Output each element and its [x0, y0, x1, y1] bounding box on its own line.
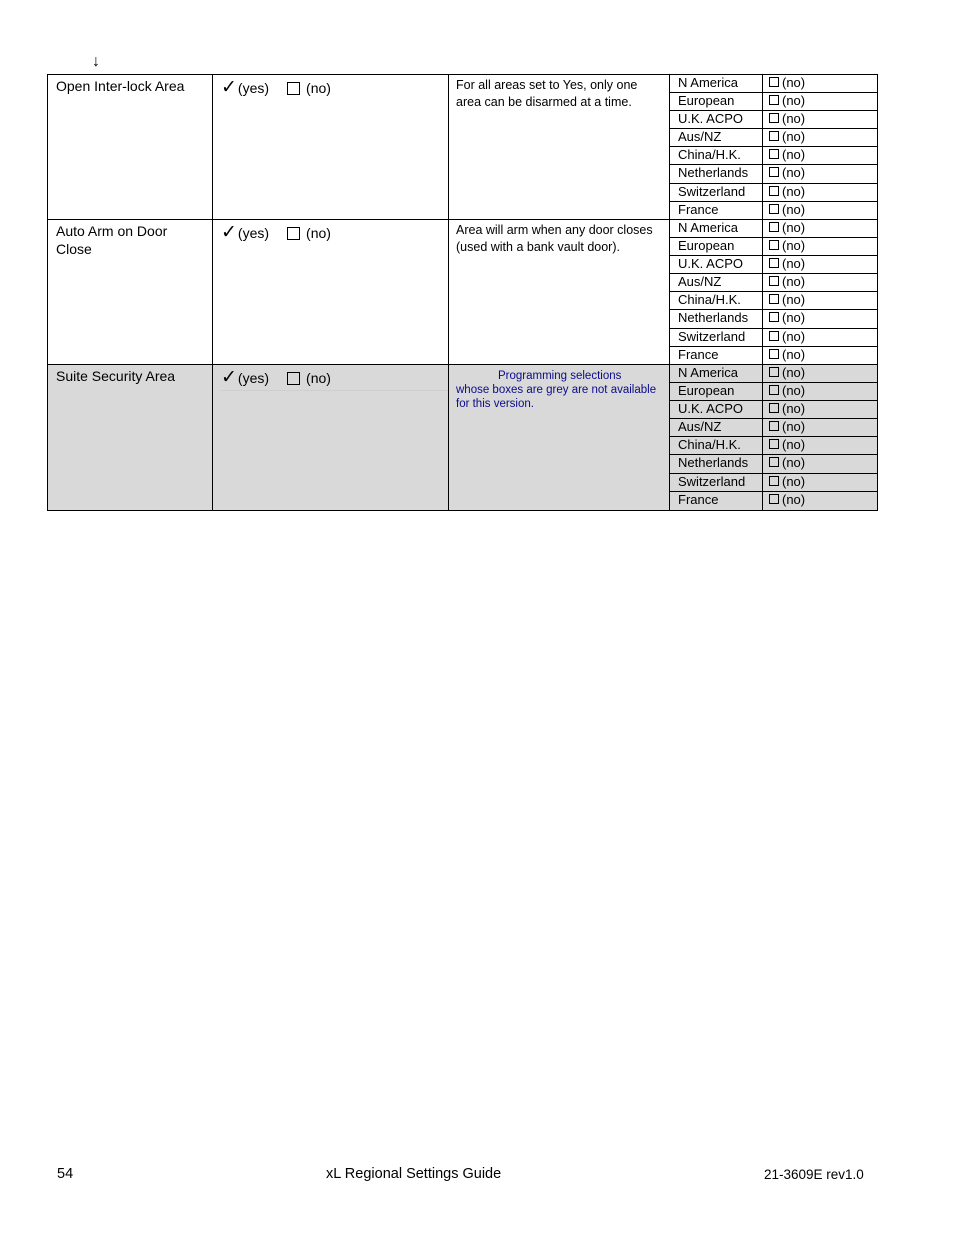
region-value[interactable]: (no)	[763, 111, 877, 128]
region-row	[670, 310, 877, 328]
checkbox-icon[interactable]	[769, 457, 779, 467]
region-row	[670, 292, 877, 310]
region-row	[670, 329, 877, 347]
region-name: France	[670, 202, 763, 220]
region-row	[670, 419, 877, 437]
region-row	[670, 401, 877, 419]
region-value[interactable]: (no)	[763, 238, 877, 255]
region-name: Switzerland	[670, 329, 763, 346]
checkbox-icon[interactable]	[769, 113, 779, 123]
region-row	[670, 147, 877, 165]
checkbox-icon[interactable]	[769, 167, 779, 177]
region-row	[670, 274, 877, 292]
checkbox-icon[interactable]	[769, 476, 779, 486]
no-label[interactable]: (no)	[306, 370, 331, 386]
region-value[interactable]: (no)	[763, 310, 877, 327]
no-checkbox[interactable]	[287, 372, 300, 385]
region-value[interactable]: (no)	[763, 184, 877, 201]
region-row	[670, 202, 877, 220]
checkbox-icon[interactable]	[769, 421, 779, 431]
region-row	[670, 455, 877, 473]
region-value[interactable]: (no)	[763, 202, 877, 220]
region-value[interactable]: (no)	[763, 492, 877, 510]
checkbox-icon[interactable]	[769, 149, 779, 159]
region-value[interactable]: (no)	[763, 365, 877, 382]
region-value[interactable]: (no)	[763, 75, 877, 92]
region-row	[670, 93, 877, 111]
region-name: N America	[670, 75, 763, 92]
document-id: 21-3609E rev1.0	[764, 1167, 864, 1182]
region-row	[670, 474, 877, 492]
region-table	[670, 365, 877, 510]
region-name: France	[670, 492, 763, 510]
setting-row-suite-security	[47, 364, 878, 511]
region-value[interactable]: (no)	[763, 401, 877, 418]
region-row	[670, 238, 877, 256]
region-row	[670, 347, 877, 365]
yes-label[interactable]: (yes)	[237, 225, 270, 241]
region-row	[670, 437, 877, 455]
region-value[interactable]: (no)	[763, 274, 877, 291]
checkbox-icon[interactable]	[769, 403, 779, 413]
divider	[220, 390, 448, 391]
region-name: U.K. ACPO	[670, 111, 763, 128]
region-name: France	[670, 347, 763, 365]
yes-label[interactable]: (yes)	[237, 370, 270, 386]
region-row	[670, 75, 877, 93]
checkbox-icon[interactable]	[769, 131, 779, 141]
region-name: N America	[670, 220, 763, 237]
region-value[interactable]: (no)	[763, 383, 877, 400]
region-name: Switzerland	[670, 184, 763, 201]
setting-row-auto-arm	[47, 219, 878, 365]
check-icon: ✓	[221, 77, 237, 98]
note-line-1: Programming selections	[498, 370, 622, 382]
region-value[interactable]: (no)	[763, 220, 877, 237]
check-icon: ✓	[221, 222, 237, 243]
region-name: China/H.K.	[670, 437, 763, 454]
setting-name: Open Inter-lock Area	[48, 75, 213, 219]
region-name: Netherlands	[670, 310, 763, 327]
no-label[interactable]: (no)	[306, 225, 331, 241]
region-row	[670, 165, 877, 183]
region-name: U.K. ACPO	[670, 401, 763, 418]
checkbox-icon[interactable]	[769, 385, 779, 395]
region-row	[670, 365, 877, 383]
region-name: Switzerland	[670, 474, 763, 491]
checkbox-icon[interactable]	[769, 204, 779, 214]
checkbox-icon[interactable]	[769, 439, 779, 449]
region-value[interactable]: (no)	[763, 129, 877, 146]
region-name: China/H.K.	[670, 292, 763, 309]
region-value[interactable]: (no)	[763, 329, 877, 346]
region-table	[670, 75, 877, 219]
no-checkbox[interactable]	[287, 227, 300, 240]
region-row	[670, 111, 877, 129]
region-row	[670, 184, 877, 202]
check-icon: ✓	[221, 367, 237, 388]
region-name: Netherlands	[670, 455, 763, 472]
checkbox-icon[interactable]	[769, 312, 779, 322]
yes-label[interactable]: (yes)	[237, 80, 270, 96]
region-name: U.K. ACPO	[670, 256, 763, 273]
region-name: Aus/NZ	[670, 274, 763, 291]
region-row	[670, 383, 877, 401]
note-line-2: whose boxes are grey are not available for this version.	[456, 384, 657, 410]
down-arrow-icon: ↓	[92, 53, 100, 70]
region-row	[670, 492, 877, 510]
region-value[interactable]: (no)	[763, 455, 877, 472]
region-value[interactable]: (no)	[763, 147, 877, 164]
region-value[interactable]: (no)	[763, 165, 877, 182]
checkbox-icon[interactable]	[769, 349, 779, 359]
checkbox-icon[interactable]	[769, 186, 779, 196]
region-row	[670, 256, 877, 274]
checkbox-icon[interactable]	[769, 494, 779, 504]
region-value[interactable]: (no)	[763, 437, 877, 454]
region-value[interactable]: (no)	[763, 93, 877, 110]
yes-no-options	[213, 365, 449, 510]
yes-no-options	[213, 220, 449, 364]
setting-name: Auto Arm on Door Close	[48, 220, 213, 364]
no-label[interactable]: (no)	[306, 80, 331, 96]
page-number: 54	[57, 1166, 74, 1182]
checkbox-icon[interactable]	[769, 331, 779, 341]
region-value[interactable]: (no)	[763, 419, 877, 436]
setting-description: Area will arm when any door closes (used with a bank vault door).	[449, 220, 670, 364]
checkbox-icon[interactable]	[769, 276, 779, 286]
region-table	[670, 220, 877, 364]
region-name: Aus/NZ	[670, 419, 763, 436]
grey-note	[449, 365, 670, 510]
region-name: European	[670, 383, 763, 400]
region-name: European	[670, 93, 763, 110]
region-name: European	[670, 238, 763, 255]
checkbox-icon[interactable]	[769, 222, 779, 232]
region-name: N America	[670, 365, 763, 382]
region-value[interactable]: (no)	[763, 292, 877, 309]
checkbox-icon[interactable]	[769, 258, 779, 268]
setting-name: Suite Security Area	[48, 365, 213, 510]
checkbox-icon[interactable]	[769, 367, 779, 377]
document-title: xL Regional Settings Guide	[326, 1166, 502, 1182]
region-value[interactable]: (no)	[763, 474, 877, 491]
checkbox-icon[interactable]	[769, 294, 779, 304]
region-name: China/H.K.	[670, 147, 763, 164]
checkbox-icon[interactable]	[769, 77, 779, 87]
region-value[interactable]: (no)	[763, 347, 877, 365]
setting-description: For all areas set to Yes, only one area can be disarmed at a time.	[449, 75, 670, 219]
region-value[interactable]: (no)	[763, 256, 877, 273]
no-checkbox[interactable]	[287, 82, 300, 95]
checkbox-icon[interactable]	[769, 240, 779, 250]
region-row	[670, 220, 877, 238]
region-name: Aus/NZ	[670, 129, 763, 146]
setting-row-open-interlock	[47, 74, 878, 220]
region-name: Netherlands	[670, 165, 763, 182]
region-row	[670, 129, 877, 147]
yes-no-options	[213, 75, 449, 219]
checkbox-icon[interactable]	[769, 95, 779, 105]
